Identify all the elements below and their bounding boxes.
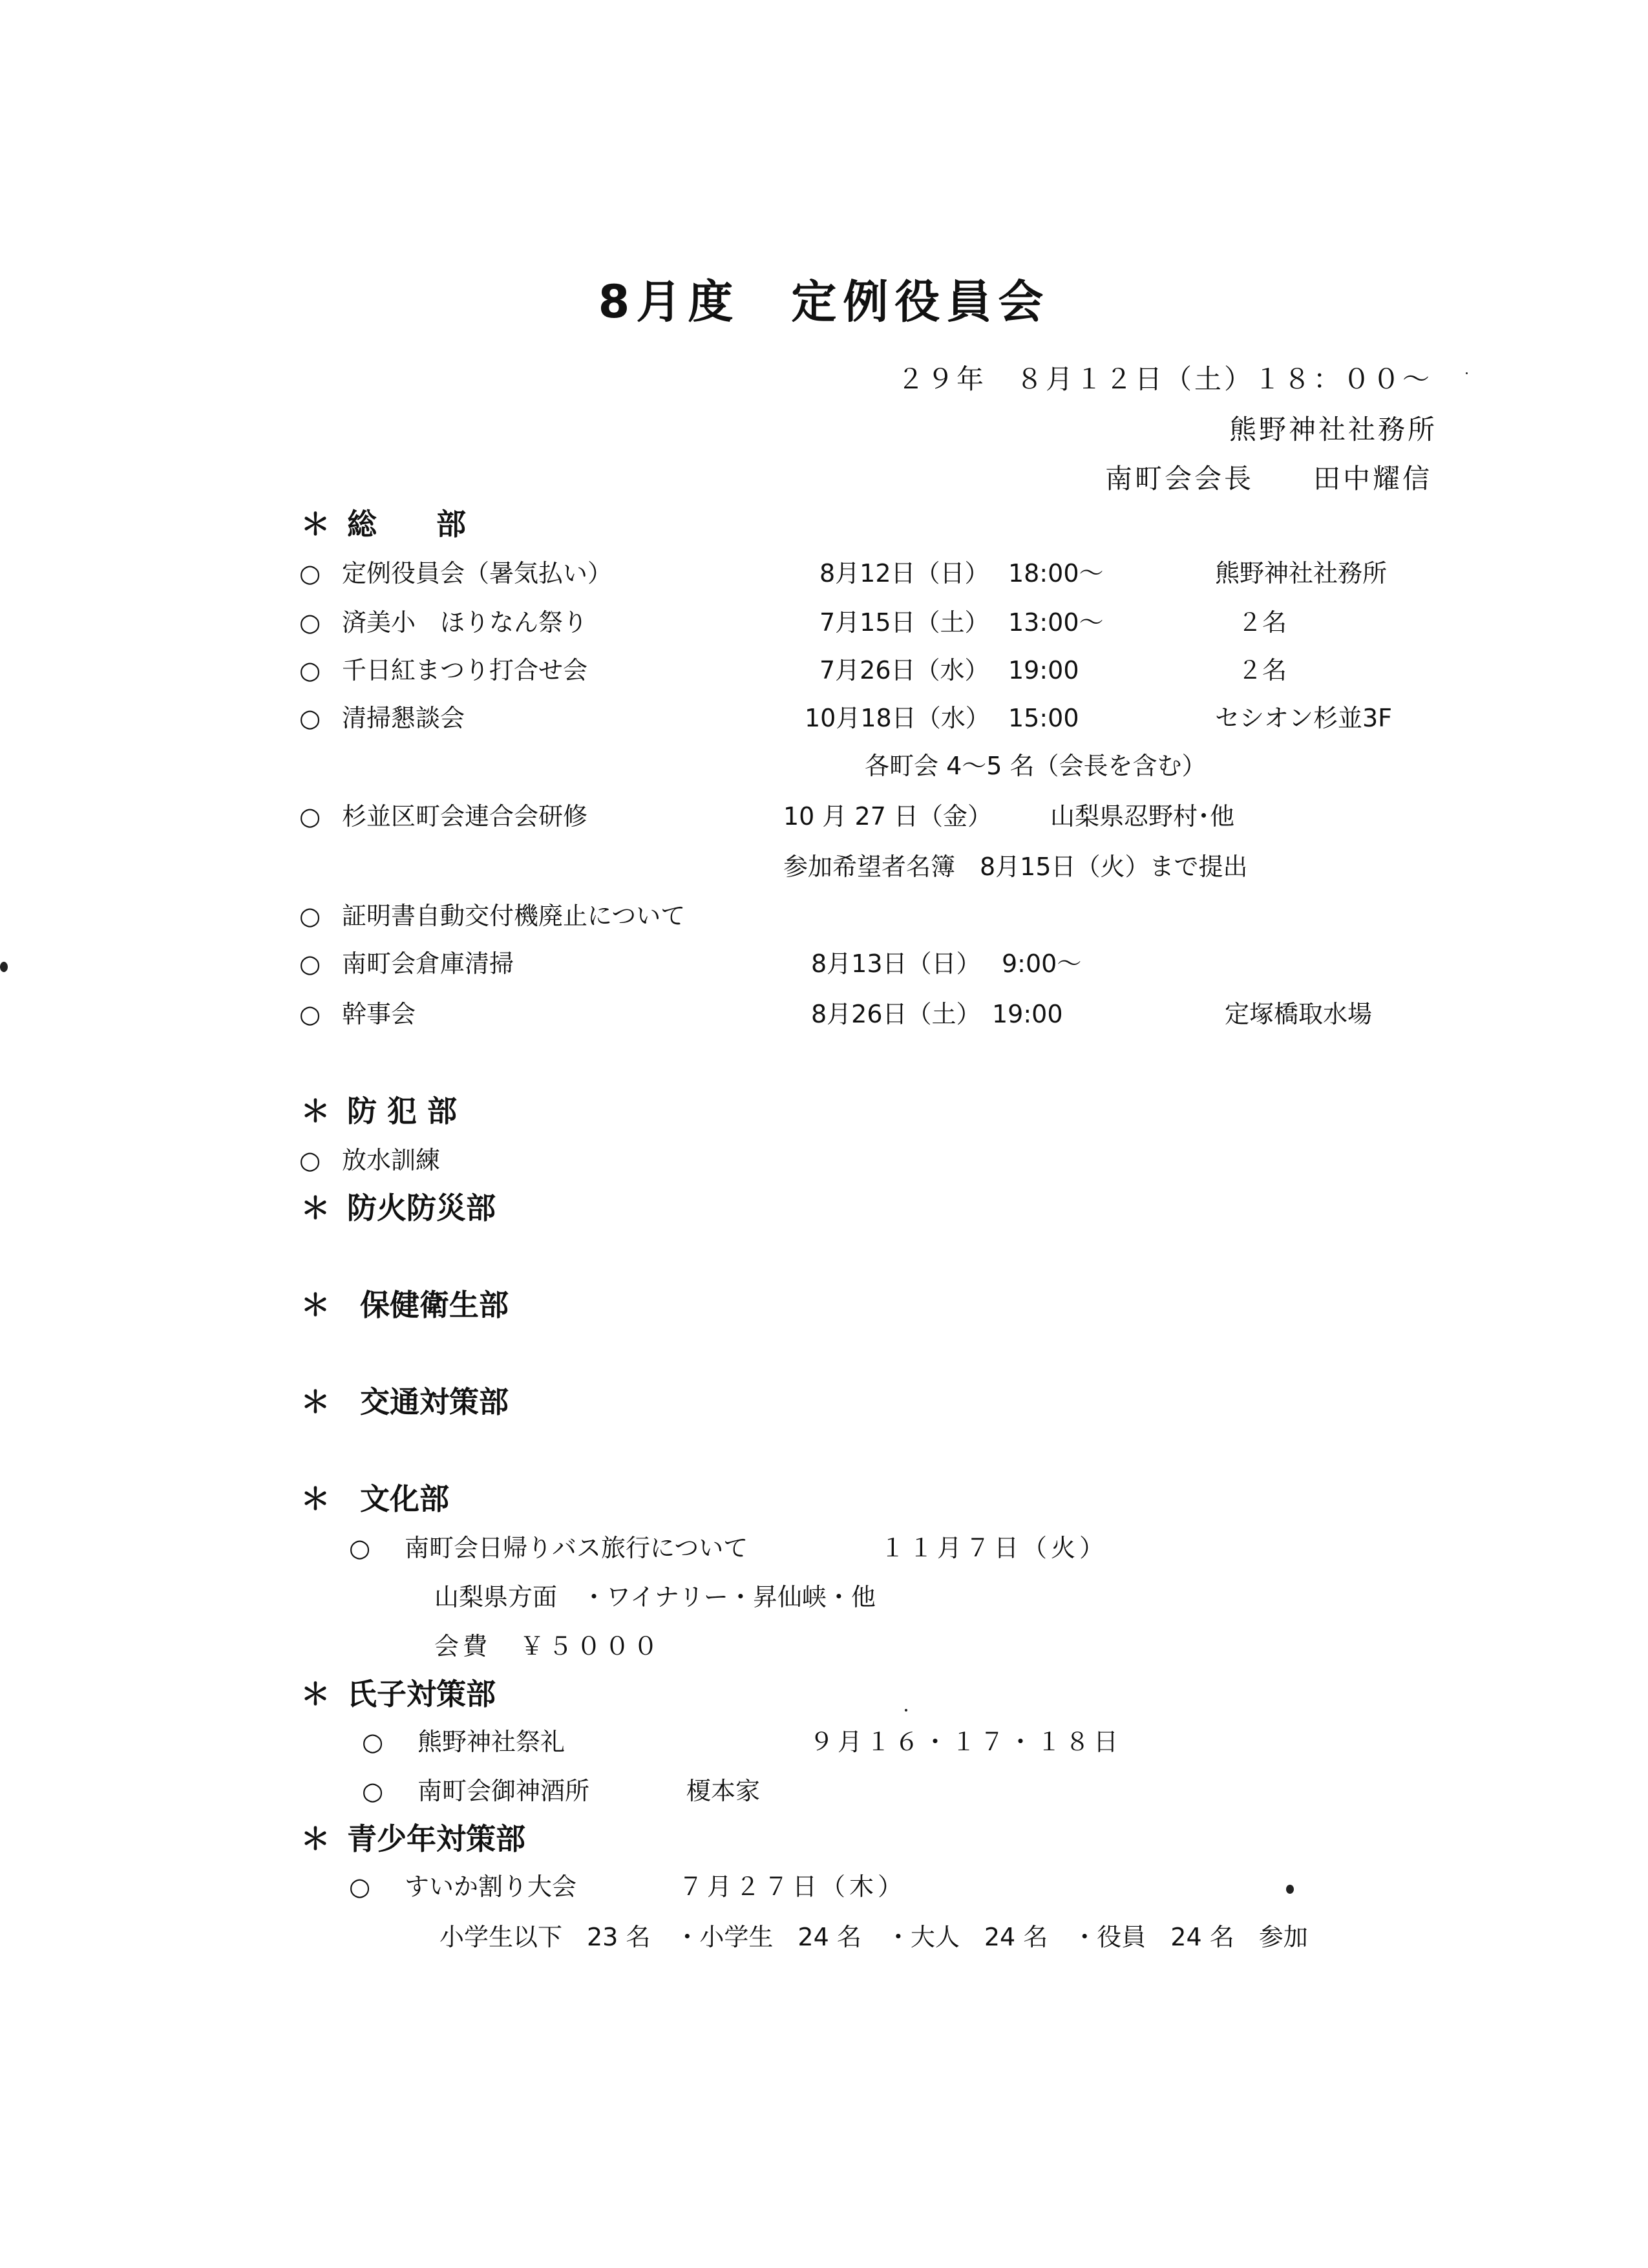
item-detail-line: 小学生以下 23 名 ・小学生 24 名 ・大人 24 名 ・役員 24 名 参加 (439, 1923, 1308, 1951)
section-hoken-heading (301, 1290, 509, 1320)
circle-bullet-icon: ○ (349, 1534, 371, 1562)
chair-title: 南町会会長 (1105, 463, 1254, 494)
item-time: 15:00 (1008, 704, 1079, 732)
section-title: 防火防災部 (347, 1191, 496, 1225)
item-name: 証明書自動交付機廃止について (342, 902, 686, 930)
circle-bullet-icon: ○ (349, 1872, 371, 1901)
item-date: 8月26日（土） (811, 1000, 981, 1028)
scan-speck (1466, 372, 1468, 374)
item-name: 南町会倉庫清掃 (342, 949, 514, 978)
item-time: 13:00～ (1008, 608, 1104, 637)
section-soumu-heading (301, 507, 466, 542)
circle-bullet-icon: ○ (299, 656, 321, 684)
item-date: 7月26日（水） (819, 656, 989, 684)
item-date: 10月18日（水） (805, 704, 990, 732)
item-date: ９月１６・１７・１８日 (809, 1728, 1123, 1756)
circle-bullet-icon: ○ (299, 949, 321, 978)
list-item (349, 1536, 748, 1560)
meeting-venue: 熊野神社社務所 (1229, 414, 1438, 445)
item-detail-line: 山梨県方面 ・ワイナリー・昇仙峡・他 (434, 1583, 876, 1611)
asterisk-icon: ＊ (301, 1384, 330, 1419)
item-time: 19:00 (992, 1000, 1063, 1028)
item-detail-line: 会費 ￥５０００ (434, 1632, 662, 1660)
section-title: 氏子対策部 (347, 1677, 496, 1712)
item-note: ２名 (1238, 608, 1287, 637)
section-title: 防 犯 部 (347, 1094, 458, 1129)
item-name: 南町会御神酒所 (417, 1777, 590, 1805)
circle-bullet-icon: ○ (299, 902, 321, 930)
section-ujiko-heading (301, 1677, 496, 1712)
list-item (299, 658, 587, 683)
item-name: 幹事会 (342, 1000, 416, 1028)
item-date: ７月２７日（木） (679, 1872, 907, 1901)
item-note: 熊野神社社務所 (1215, 559, 1388, 588)
list-item (299, 1002, 416, 1026)
section-koutsu-heading (301, 1384, 509, 1419)
list-item (362, 1730, 565, 1754)
item-name: 清掃懇談会 (342, 704, 465, 732)
item-name: 放水訓練 (342, 1146, 441, 1174)
section-bunka-heading (301, 1481, 449, 1516)
item-note: 榎本家 (686, 1777, 761, 1805)
section-title: 文化部 (360, 1481, 449, 1516)
item-note: ２名 (1238, 656, 1287, 684)
list-item (299, 706, 465, 730)
circle-bullet-icon: ○ (299, 559, 321, 588)
section-seishounen-heading (301, 1821, 525, 1856)
scan-speck (0, 962, 8, 972)
list-item (299, 804, 587, 829)
asterisk-icon: ＊ (301, 1677, 330, 1712)
page-title: 8月度 定例役員会 (598, 275, 1050, 328)
circle-bullet-icon: ○ (299, 1146, 321, 1174)
circle-bullet-icon: ○ (362, 1777, 384, 1805)
item-name: すいか割り大会 (405, 1872, 577, 1901)
circle-bullet-icon: ○ (362, 1728, 384, 1756)
circle-bullet-icon: ○ (299, 704, 321, 732)
asterisk-icon: ＊ (301, 1821, 330, 1856)
item-subnote: 参加希望者名簿 8月15日（火）まで提出 (783, 853, 1248, 881)
section-bouhan-heading (301, 1094, 458, 1129)
item-time: 18:00～ (1008, 559, 1104, 588)
asterisk-icon: ＊ (301, 1191, 330, 1225)
list-item (299, 561, 612, 586)
asterisk-icon: ＊ (301, 1094, 330, 1129)
circle-bullet-icon: ○ (299, 608, 321, 637)
asterisk-icon: ＊ (301, 507, 330, 542)
item-note: セシオン杉並3F (1215, 704, 1393, 732)
list-item (362, 1779, 589, 1803)
circle-bullet-icon: ○ (299, 1000, 321, 1028)
item-name: 熊野神社祭礼 (417, 1728, 565, 1756)
scan-speck (905, 1709, 907, 1712)
section-title: 総 部 (347, 507, 466, 542)
item-name: 定例役員会（暑気払い） (342, 559, 613, 588)
section-title: 保健衛生部 (360, 1288, 509, 1322)
item-name: 南町会日帰りバス旅行について (405, 1534, 748, 1562)
item-date: 7月15日（土） (819, 608, 989, 637)
item-name: 済美小 ほりなん祭り (342, 608, 588, 637)
meeting-datetime: ２９年 ８月１２日（土）１８：００～ (897, 363, 1433, 395)
item-subnote: 各町会 4～5 名（会長を含む） (865, 752, 1207, 780)
section-title: 交通対策部 (360, 1384, 509, 1419)
scan-speck (1286, 1885, 1294, 1894)
list-item (299, 610, 587, 635)
asterisk-icon: ＊ (301, 1288, 330, 1322)
item-date: １１月７日（火） (880, 1534, 1108, 1562)
item-time: 19:00 (1008, 656, 1079, 684)
item-name: 杉並区町会連合会研修 (342, 802, 588, 831)
item-date: 8月13日（日） (811, 949, 981, 978)
list-item (299, 951, 514, 976)
item-name: 千日紅まつり打合せ会 (342, 656, 588, 684)
chair-name: 田中耀信 (1313, 463, 1433, 494)
item-time: 9:00～ (1002, 949, 1082, 978)
asterisk-icon: ＊ (301, 1481, 330, 1516)
section-title: 青少年対策部 (347, 1821, 525, 1856)
item-date: 10 月 27 日（金） (783, 802, 992, 831)
item-date: 8月12日（日） (819, 559, 989, 588)
list-item (299, 904, 685, 928)
list-item (299, 1148, 440, 1172)
item-note: 山梨県忍野村･他 (1050, 802, 1235, 831)
circle-bullet-icon: ○ (299, 802, 321, 831)
item-note: 定塚橋取水場 (1225, 1000, 1373, 1028)
section-bouka-heading (301, 1193, 496, 1223)
list-item (349, 1874, 576, 1899)
